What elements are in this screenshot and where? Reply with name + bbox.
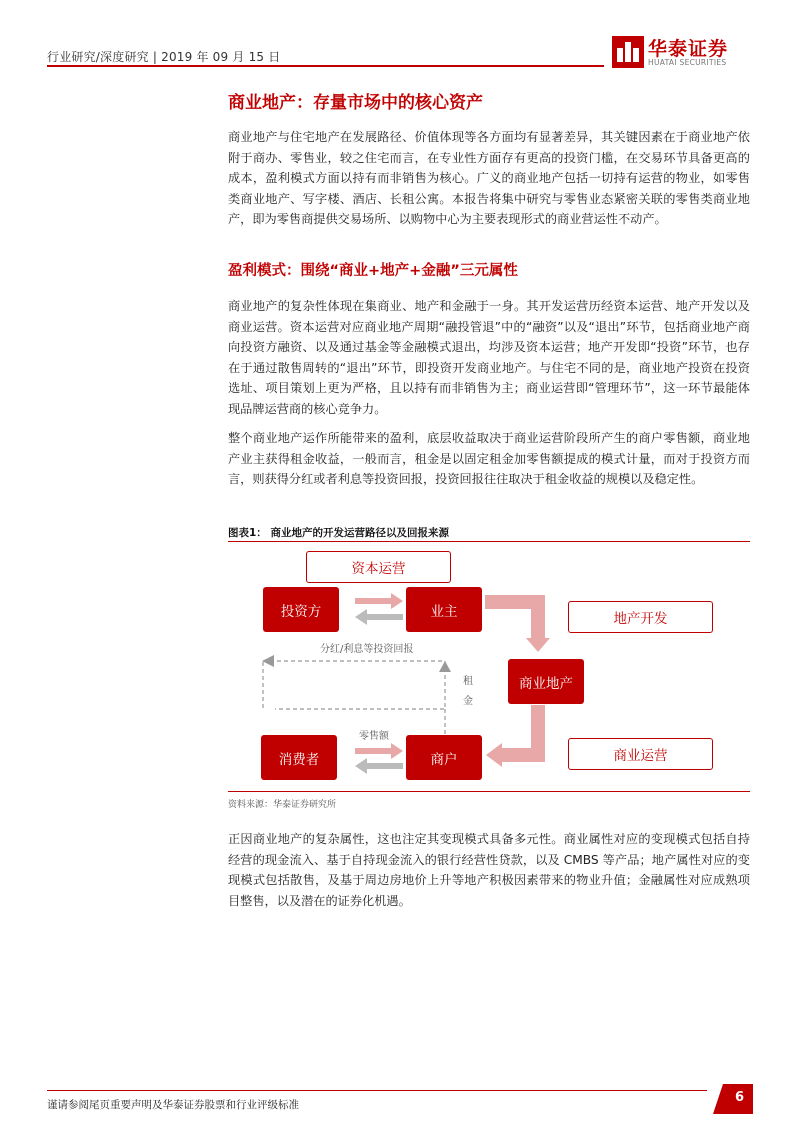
paragraph-profit: 整个商业地产运作所能带来的盈利，底层收益取决于商业运营阶段所产生的商户零售额，商业地产业主获得租金收益，一般而言，租金是以固定租金加零售额提成的模式计量，而对于投资方而言，则获得分红或者利息等投资回报，投资回报往往取决于租金收益的规模以及稳定性。 xyxy=(228,431,750,486)
node-capital-ops: 资本运营 xyxy=(306,551,451,583)
figure-bottom-rule xyxy=(228,791,750,792)
footer-divider xyxy=(47,1090,707,1091)
label-sales: 零售额 xyxy=(359,731,389,742)
section-title-main: 商业地产：存量市场中的核心资产 xyxy=(228,93,483,113)
node-owner: 业主 xyxy=(406,587,482,632)
footer-disclaimer: 谨请参阅尾页重要声明及华泰证券股票和行业评级标准 xyxy=(47,1099,299,1111)
owner-to-commercial-arrow xyxy=(485,602,550,652)
figure-top-rule xyxy=(228,541,750,542)
company-logo xyxy=(612,34,752,70)
node-merchant: 商户 xyxy=(406,735,482,780)
owner-to-investor-arrow xyxy=(355,609,403,625)
node-consumer: 消费者 xyxy=(261,735,337,780)
logo-subtitle: HUATAI SECURITIES xyxy=(648,58,727,67)
huatai-logo-icon xyxy=(612,36,644,68)
figure-source: 资料来源：华泰证券研究所 xyxy=(228,800,337,810)
dashed-return-loop xyxy=(262,655,451,738)
node-commercial-re: 商业地产 xyxy=(508,659,584,704)
consumer-to-merchant-arrow xyxy=(355,743,403,759)
node-investor: 投资方 xyxy=(263,587,339,632)
paragraph-complexity: 商业地产的复杂性体现在集商业、地产和金融于一身。其开发运营历经资本运营、地产开发以及商业运营。资本运营对应商业地产周期“融投管退”中的“融资”以及“退出”环节，包括商业地产商向投资方融资、以及通过基金等金融模式退出，均涉及资本运营；地产开发即“投资”环节，也存在于通过散售周转的“退出”环节，即投资开发商业地产。与住宅不同的是，商业地产投资在投资选址、项目策划上更为严格，且以持有而非销售为主；商业运营即“管理环节”，这一环节最能体现品牌运营商的核心竞争力。 xyxy=(228,299,750,416)
label-dividend: 分红/利息等投资回报 xyxy=(320,644,414,655)
figure-title: 图表1： 商业地产的开发运营路径以及回报来源 xyxy=(228,527,449,539)
section-title-profit-model: 盈利模式：围绕“商业+地产+金融”三元属性 xyxy=(228,263,518,279)
commercial-to-merchant-arrow xyxy=(486,705,538,767)
merchant-to-consumer-arrow xyxy=(355,758,403,774)
node-land-dev: 地产开发 xyxy=(568,601,713,633)
label-rent: 租金 xyxy=(463,676,473,707)
paragraph-monetization: 正因商业地产的复杂属性，这也注定其变现模式具备多元性。商业属性对应的变现模式包括自持经营的现金流入、基于自持现金流入的银行经营性贷款，以及 CMBS 等产品；地产属性对应的变现模式包括散售，及基于周边房地价上升等地产积极因素带来的物业升值；金融属性对应成熟项目整售，以及潜在的证券化机遇。 xyxy=(228,832,750,908)
page-number: 6 xyxy=(735,1090,745,1105)
header-meta: 行业研究/深度研究 | 2019 年 09 月 15 日 xyxy=(47,50,281,64)
node-business-ops: 商业运营 xyxy=(568,738,713,770)
page-footer xyxy=(47,1090,753,1114)
page-tab-icon xyxy=(713,1084,753,1114)
investor-to-owner-arrow xyxy=(355,593,403,609)
header-divider xyxy=(47,65,604,67)
paragraph-intro: 商业地产与住宅地产在发展路径、价值体现等各方面均有显著差异，其关键因素在于商业地产依附于商办、零售业，较之住宅而言，在专业性方面存有更高的投资门槛，在交易环节具备更高的成本，盈利模式方面以持有而非销售为核心。广义的商业地产包括一切持有运营的物业，如零售类商业地产、写字楼、酒店、长租公寓。本报告将集中研究与零售业态紧密关联的零售类商业地产，即为零售商提供交易场所、以购物中心为主要表现形式的商业营运性不动产。 xyxy=(228,130,750,226)
logo-name: 华泰证券 xyxy=(648,38,729,60)
